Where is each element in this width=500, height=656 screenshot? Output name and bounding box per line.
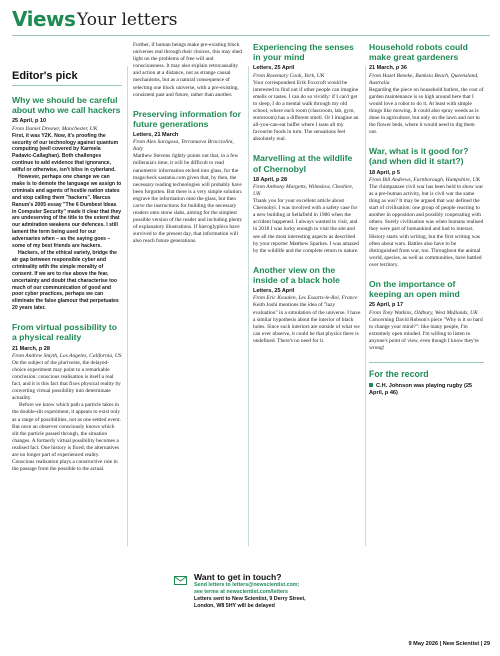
letter-date: Letters, 25 April bbox=[253, 288, 295, 295]
postal-address-line: London, W8 5HY will be delayed bbox=[194, 603, 275, 609]
write-in-box bbox=[174, 572, 364, 610]
bullet-square-icon bbox=[369, 383, 373, 387]
letter-paragraph: Keith Joshi mentions the idea of "lazy evaluation" in a simulation of the universe. I have a similar hypothesis about the interior of black holes. Since such interiors are outside of what we can ever observe, it could be that physics there is undefined. There's no need for it. bbox=[253, 302, 361, 344]
letter-headline: On the importance of keeping an open mind bbox=[369, 279, 460, 300]
column-3 bbox=[253, 42, 361, 642]
envelope-icon bbox=[174, 576, 187, 585]
letter-body bbox=[369, 184, 484, 269]
letter-household-robots bbox=[369, 42, 484, 136]
letter-open-mind bbox=[369, 279, 484, 352]
letter-body bbox=[253, 302, 361, 345]
editors-pick-label: Editor's pick bbox=[12, 70, 122, 86]
letter-paragraph: Regarding the piece on household butlers, the cost of garden maintenance is so high around here that I would love a robot to do it. At least with simple things like mowing. It could also spray weeds as is done in agriculture, but only on the lawn and not in the flower beds, where it would need to dig them out. bbox=[369, 86, 484, 136]
letter-paragraph: The chimpanzee civil war has been held to show war as a pre-human activity, but is civil war the same thing as war? It may be argued that war defined the start of civilisation: one group of people reacting to another in opposition and possibly cooperating with others. Surely civilisation was when humans realised they were part of humankind and had to interact. History starts with writing, but the first writing was often about wars. Battles also have to be distinguished from war, too. Throughout the animal world, species, as well as communities, have battled over territory. bbox=[369, 183, 484, 268]
letter-headline: Marvelling at the wildlife of Chernobyl bbox=[253, 153, 353, 174]
letters-email-link[interactable]: Send letters to letters@newscientist.com; bbox=[194, 582, 300, 588]
record-item-text: C.H. Johnson was playing rugby (25 April, p 46) bbox=[369, 383, 473, 397]
letter-date: 25 April, p 10 bbox=[12, 118, 47, 125]
letter-paragraph: Further, if human beings make pre-existing block universes real through their choices, this may shed light on the problems of free will and consciousness. It may also explain retrocausality and action at a distance, not as strange causal mechanisms, but as a natural consequence of selecting one block universe, with a pre-existing, consistent past and future, rather than another. bbox=[133, 42, 242, 98]
letter-senses bbox=[253, 42, 361, 143]
letter-paragraph: Before we know which path a particle takes in the double-slit experiment, it appears to exist only as a range of possibilities, not as one settled event. But once an observer consciously knows which slit the particle passed through, the situation changes. A formerly virtual possibility becomes a realised fact. One history is fixed; the alternatives are no longer part of experienced reality. Conscious realisation plays a constructive role in the passage from the possible to the actual. bbox=[12, 402, 121, 473]
letter-headline: From virtual possibility to a physical reality bbox=[12, 322, 118, 343]
letter-author: From Eric Kvaalen, Les Essarts-le-Roi, France bbox=[253, 295, 358, 302]
letter-chernobyl bbox=[253, 153, 361, 254]
letter-paragraph: On the subject of the pluriverse, the delayed-choice experiment may point to a remarkable conclusion: conscious realisation is itself a real fact, and it is this fact that fixes physical reality by converting virtual possibility into determinate actuality. bbox=[12, 359, 121, 402]
letter-author: From Andrew Smyth, Los Angeles, California, US bbox=[12, 352, 122, 359]
letter-author: From Daniel Dresner, Manchester, UK bbox=[12, 125, 98, 132]
letters-terms-link[interactable]: see terms at newscientist.com/letters bbox=[194, 589, 288, 595]
letter-virtual-possibility bbox=[12, 322, 122, 473]
letter-body bbox=[133, 153, 243, 245]
column-divider bbox=[127, 66, 128, 546]
postal-address-line: Letters sent to New Scientist, 9 Derry Street, bbox=[194, 596, 306, 602]
write-in-title: Want to get in touch? bbox=[194, 572, 282, 582]
letter-headline: Preserving information for future generations bbox=[133, 108, 241, 129]
write-in-text bbox=[194, 572, 364, 610]
letter-continued bbox=[133, 42, 243, 99]
letter-date: Letters, 25 April bbox=[253, 65, 295, 72]
record-title: For the record bbox=[369, 369, 429, 380]
letter-paragraph: First, it was Y2K. Now, it's proofing the security of our technology against quantum computing (well covered by Karmela Padavic-Callaghan). Both challenges continue to add evidence that ignorance, wilful or otherwise, isn't bliss in cyberland. bbox=[12, 132, 119, 174]
letter-date: 25 April, p 17 bbox=[369, 302, 404, 309]
letter-date: 18 April, p 5 bbox=[369, 169, 400, 176]
letter-author: From Alex Saragosa, Terranuova Bracciolini, Italy bbox=[133, 139, 234, 153]
letter-author: From Rosemary Cook, York, UK bbox=[253, 72, 325, 79]
subsection-title: Your letters bbox=[77, 10, 178, 30]
letter-headline: Another view on the inside of a black hole bbox=[253, 264, 340, 286]
letter-paragraph: Concerning David Robson's piece "Why is it so hard to change your mind?": like many people, I'm extremely open minded. I'm willing to listen to anyone's point of view, even though I know they're wrong! bbox=[369, 316, 483, 351]
column-divider bbox=[248, 66, 249, 546]
letter-war bbox=[369, 146, 484, 269]
letter-body bbox=[369, 87, 484, 137]
letter-date: Letters, 21 March bbox=[133, 132, 179, 139]
letter-author: From Anthony Margetts, Wilmslow, Cheshire, UK bbox=[253, 184, 354, 198]
letter-hackers bbox=[12, 95, 122, 312]
letter-date: 21 March, p 28 bbox=[12, 345, 50, 352]
column-1 bbox=[12, 42, 122, 642]
letter-preserving-information bbox=[133, 109, 243, 246]
page-header bbox=[12, 6, 490, 36]
letter-author: From Tony Watkins, Oldbury, West Midlands, UK bbox=[369, 309, 478, 316]
letter-paragraph: However, perhaps one change we can make is to demote the language we assign to criminals and agents of hostile nation states and stop calling them "hackers". Marcus Ranum's 2005 essay "The 6 Dumbest Ideas in Computer Security" made it clear that they are undeserving of the title to the extent that our admiration weakens our defences. I still lament the term being used for our adversaries when – as the saying goes – some of my best friends are hackers. bbox=[12, 174, 122, 250]
letter-author: From Bill Andrews, Farnborough, Hampshire, UK bbox=[369, 176, 481, 183]
section-title: Views bbox=[12, 7, 76, 31]
column-4 bbox=[369, 42, 484, 642]
for-the-record bbox=[369, 362, 484, 397]
letter-body bbox=[12, 133, 122, 313]
letter-body bbox=[133, 42, 243, 99]
letter-headline: War, what is it good for? (and when did it start?) bbox=[369, 146, 469, 167]
letter-paragraph: Thank you for your excellent article about Chernobyl. I was involved with a safety case for a new building at Sellafield in 1986 when the accident happened. I always wanted to visit, and in 2018 I was lucky enough to visit the site and see all the most interesting aspects as described by your reporter Matthew Sparkes. I was amazed by the wildlife and the complete return to nature. bbox=[253, 198, 359, 254]
letter-date: 21 March, p 36 bbox=[369, 65, 407, 72]
letter-date: 18 April, p 28 bbox=[253, 176, 288, 183]
letter-author: From Hazel Beneke, Banksia Beach, Queensland, Australia bbox=[369, 72, 479, 86]
letter-paragraph: Hackers, of the ethical variety, bridge the air gap between responsible cyber and criminality with the simple morality of consent. If we are to rise above the fear, uncertainty and doubt that characterise too much of our communication of good and poor cyber practices, perhaps we can eliminate the false glamour that perpetuates 20 years later. bbox=[12, 250, 119, 312]
letter-paragraph: Matthew Stevens rightly points out that, in a few millennia's time, it will be difficult to read nanometric information etched into glass, for the magscheck sastatus.com given that, by then, the necessary reading technologies will probably have been forgotten. But there is a very simple solution: engrave the information onto the glass, but then carve the instructions for building the necessary readers onto stone slabs, aiming for the simplest possible version of the reader and including plenty of explanatory illustrations. If hieroglyphics have survived to the present day, that information will also reach future generations. bbox=[133, 153, 243, 245]
column-2 bbox=[133, 42, 243, 642]
letter-body bbox=[12, 360, 122, 474]
letter-paragraph: Your correspondent Erik Foxcroft would be interested to find out if other people can imagine smells or tastes. I can do so vividly: if I can't get to sleep, I do a mental walk through my old school, where each room (classroom, lab, gym, storeroom) has a different smell. Or I imagine an all-you-can-eat buffet where I taste all my favourite foods in turn. The sensations feel absolutely real. bbox=[253, 79, 359, 143]
record-item bbox=[369, 383, 484, 397]
letter-headline: Household robots could make great gardeners bbox=[369, 42, 468, 63]
letter-black-hole bbox=[253, 265, 361, 345]
letter-body bbox=[253, 80, 361, 144]
letter-headline: Why we should be careful about who we call hackers bbox=[12, 95, 121, 116]
page-footer: 9 May 2026 | New Scientist | 29 bbox=[408, 641, 490, 647]
letter-body bbox=[253, 198, 361, 255]
letter-headline: Experiencing the senses in your mind bbox=[253, 42, 354, 63]
column-divider bbox=[365, 66, 366, 546]
letter-body bbox=[369, 317, 484, 352]
